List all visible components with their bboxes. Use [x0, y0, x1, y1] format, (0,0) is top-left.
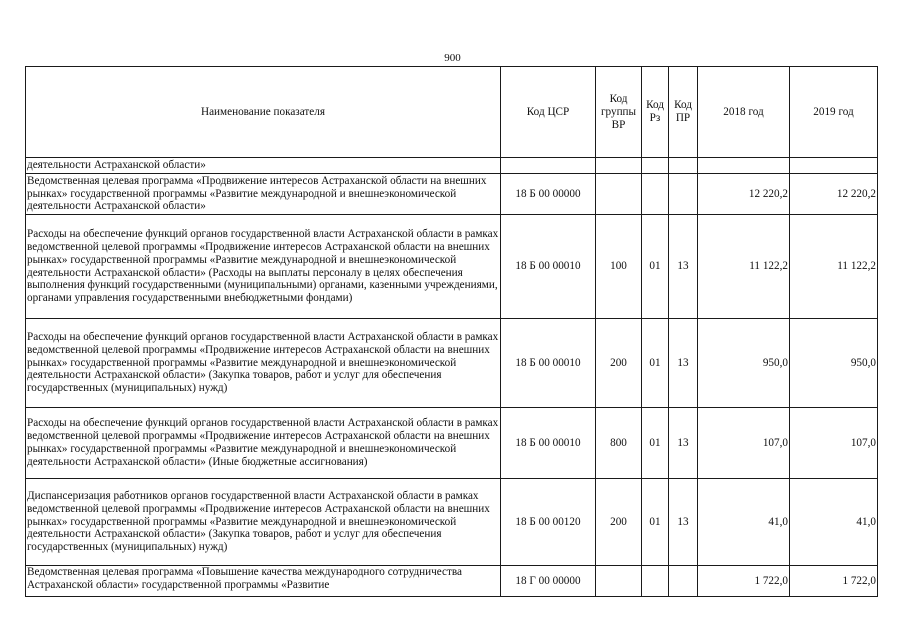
table-row: [26, 319, 878, 408]
row-name: Расходы на обеспечение функций органов государственной власти Астраханской области в рамках ведомственной целевой программы «Продвижение интересов Астраханской области на внешних рынках» государственной программы «Развитие международной и внешнеэкономической деятельности Астраханской области» (Закупка товаров, работ и услуг для обеспечения государственных (муниципальных) нужд): [26, 319, 501, 408]
header-pr: Код ПР: [669, 67, 698, 158]
header-name: Наименование показателя: [26, 67, 501, 158]
header-2018: 2018 год: [698, 67, 790, 158]
budget-table: [25, 66, 878, 597]
header-2019: 2019 год: [790, 67, 878, 158]
row-rz: 01: [642, 408, 669, 479]
header-vr: Код группы ВР: [596, 67, 642, 158]
row-name: Ведомственная целевая программа «Продвижение интересов Астраханской области на внешних рынках» государственной программы «Развитие международной и внешнеэкономической деятельности Астраханской области»: [26, 174, 501, 215]
header-rz: Код Рз: [642, 67, 669, 158]
table-row: [26, 479, 878, 566]
table-row: [26, 174, 878, 215]
row-pr: [669, 158, 698, 174]
row-csr: 18 Г 00 00000: [501, 566, 596, 597]
row-2019: 41,0: [790, 479, 878, 566]
row-vr: 200: [596, 319, 642, 408]
row-rz: 01: [642, 319, 669, 408]
row-2018: 950,0: [698, 319, 790, 408]
row-pr: [669, 566, 698, 597]
row-2019: 12 220,2: [790, 174, 878, 215]
row-name: Расходы на обеспечение функций органов государственной власти Астраханской области в рамках ведомственной целевой программы «Продвижение интересов Астраханской области на внешних рынках» государственной программы «Развитие международной и внешнеэкономической деятельности Астраханской области» (Расходы на выплаты персоналу в целях обеспечения выполнения функций государственными (муниципальными) органами, казенными учреждениями, органами управления государственными внебюджетными фондами): [26, 215, 501, 319]
row-2019: 950,0: [790, 319, 878, 408]
row-2018: 11 122,2: [698, 215, 790, 319]
page-number: 900: [444, 52, 461, 64]
row-vr: 200: [596, 479, 642, 566]
row-vr: [596, 174, 642, 215]
row-rz: 01: [642, 479, 669, 566]
row-2018: 1 722,0: [698, 566, 790, 597]
row-vr: 800: [596, 408, 642, 479]
table-row: [26, 215, 878, 319]
row-vr: [596, 566, 642, 597]
row-csr: 18 Б 00 00010: [501, 408, 596, 479]
row-pr: 13: [669, 215, 698, 319]
row-name: деятельности Астраханской области»: [26, 158, 501, 174]
table-row: [26, 408, 878, 479]
row-vr: [596, 158, 642, 174]
row-2018: 12 220,2: [698, 174, 790, 215]
table-row: [26, 566, 878, 597]
row-2019: 11 122,2: [790, 215, 878, 319]
row-csr: 18 Б 00 00010: [501, 319, 596, 408]
row-rz: [642, 174, 669, 215]
row-2018: 41,0: [698, 479, 790, 566]
row-name: Расходы на обеспечение функций органов государственной власти Астраханской области в рамках ведомственной целевой программы «Продвижение интересов Астраханской области на внешних рынках» государственной программы «Развитие международной и внешнеэкономической деятельности Астраханской области» (Иные бюджетные ассигнования): [26, 408, 501, 479]
row-name: Диспансеризация работников органов государственной власти Астраханской области в рамках ведомственной целевой программы «Продвижение интересов Астраханской области на внешних рынках» государственной программы «Развитие международной и внешнеэкономической деятельности Астраханской области» (Закупка товаров, работ и услуг для обеспечения государственных (муниципальных) нужд): [26, 479, 501, 566]
row-pr: [669, 174, 698, 215]
row-2019: 107,0: [790, 408, 878, 479]
row-2019: 1 722,0: [790, 566, 878, 597]
row-csr: 18 Б 00 00010: [501, 215, 596, 319]
row-pr: 13: [669, 479, 698, 566]
row-2018: [698, 158, 790, 174]
row-rz: [642, 158, 669, 174]
row-pr: 13: [669, 319, 698, 408]
row-csr: [501, 158, 596, 174]
row-csr: 18 Б 00 00120: [501, 479, 596, 566]
row-rz: 01: [642, 215, 669, 319]
header-row: [26, 67, 878, 158]
row-2019: [790, 158, 878, 174]
row-name: Ведомственная целевая программа «Повышение качества международного сотрудничества Астраханской области» государственной программы «Развитие: [26, 566, 501, 597]
row-pr: 13: [669, 408, 698, 479]
header-csr: Код ЦСР: [501, 67, 596, 158]
row-2018: 107,0: [698, 408, 790, 479]
row-csr: 18 Б 00 00000: [501, 174, 596, 215]
row-rz: [642, 566, 669, 597]
row-vr: 100: [596, 215, 642, 319]
table-row: [26, 158, 878, 174]
